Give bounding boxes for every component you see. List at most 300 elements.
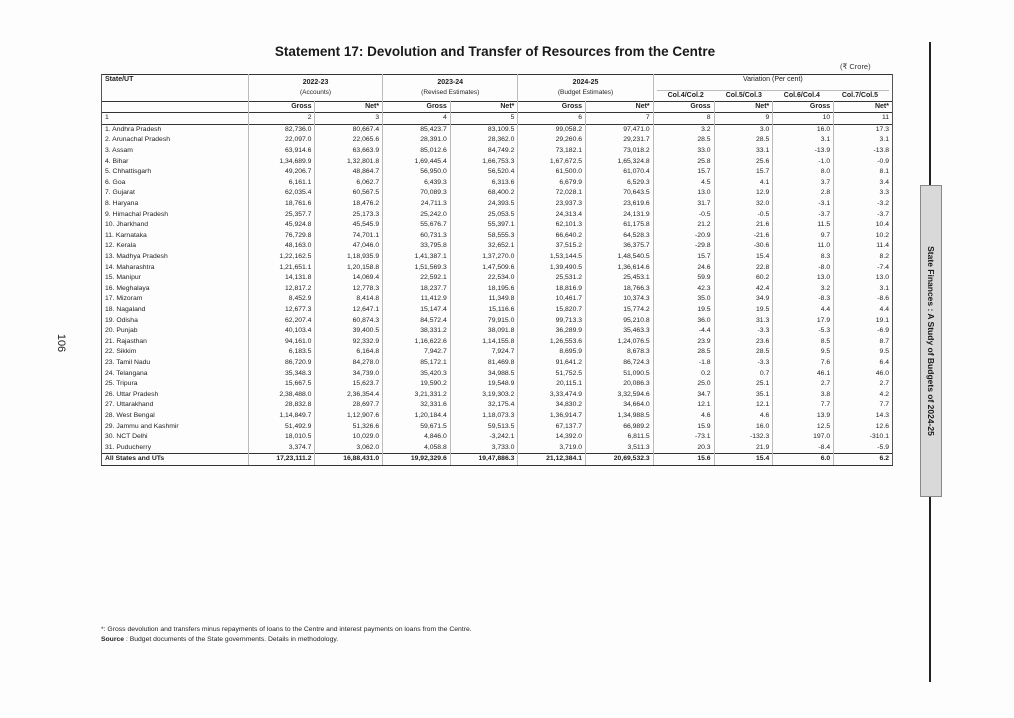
value-cell: 7,942.7 bbox=[383, 347, 451, 358]
value-cell: -29.8 bbox=[653, 241, 714, 252]
value-cell: 3.1 bbox=[773, 135, 834, 146]
value-cell: 3.1 bbox=[834, 284, 893, 295]
value-cell: 1,14,849.7 bbox=[249, 411, 315, 422]
value-cell: 8.2 bbox=[834, 252, 893, 263]
value-cell: -0.5 bbox=[653, 210, 714, 221]
state-name-cell: 14. Maharashtra bbox=[102, 263, 249, 274]
value-cell: 55,397.1 bbox=[450, 220, 518, 231]
value-cell: 20,115.1 bbox=[518, 379, 586, 390]
value-cell: 35.1 bbox=[714, 390, 773, 401]
value-cell: 25,053.5 bbox=[450, 210, 518, 221]
header-2023-24-year: 2023-24 bbox=[437, 78, 464, 86]
table-row bbox=[102, 220, 893, 231]
value-cell: 15,774.2 bbox=[586, 305, 654, 316]
value-cell: 62,207.4 bbox=[249, 316, 315, 327]
value-cell: 34.9 bbox=[714, 294, 773, 305]
value-cell: 25,242.0 bbox=[383, 210, 451, 221]
value-cell: 2.7 bbox=[834, 379, 893, 390]
state-name-cell: 26. Uttar Pradesh bbox=[102, 390, 249, 401]
value-cell: 8.0 bbox=[773, 167, 834, 178]
table-row bbox=[102, 411, 893, 422]
value-cell: 7,924.7 bbox=[450, 347, 518, 358]
value-cell: 25,453.1 bbox=[586, 273, 654, 284]
value-cell: 8.7 bbox=[834, 337, 893, 348]
value-cell: 1,67,672.5 bbox=[518, 157, 586, 168]
footnote-1 bbox=[101, 625, 472, 635]
state-name-cell: 16. Meghalaya bbox=[102, 284, 249, 295]
value-cell: 3,32,594.6 bbox=[586, 390, 654, 401]
value-cell: 3.7 bbox=[773, 178, 834, 189]
subhead-gross: Gross bbox=[653, 101, 714, 113]
value-cell: 63,914.6 bbox=[249, 146, 315, 157]
value-cell: 99,713.3 bbox=[518, 316, 586, 327]
state-name-cell: 23. Tamil Nadu bbox=[102, 358, 249, 369]
value-cell: 25.8 bbox=[653, 157, 714, 168]
value-cell: 24,393.5 bbox=[450, 199, 518, 210]
page-number: 106 bbox=[55, 333, 68, 353]
value-cell: 28.5 bbox=[714, 347, 773, 358]
state-name-cell: 5. Chhattisgarh bbox=[102, 167, 249, 178]
table-row bbox=[102, 358, 893, 369]
value-cell: 35,463.3 bbox=[586, 326, 654, 337]
value-cell: 6,679.9 bbox=[518, 178, 586, 189]
value-cell: 51,326.6 bbox=[315, 422, 383, 433]
value-cell: 35.0 bbox=[653, 294, 714, 305]
value-cell: -8.3 bbox=[773, 294, 834, 305]
value-cell: -3.3 bbox=[714, 358, 773, 369]
value-cell: 34,830.2 bbox=[518, 400, 586, 411]
source-text: : Budget documents of the State governments. Details in methodology. bbox=[125, 636, 339, 643]
header-2024-25-year: 2024-25 bbox=[572, 78, 599, 86]
colnum-cell: 8 bbox=[653, 113, 714, 125]
value-cell: 1,34,689.9 bbox=[249, 157, 315, 168]
value-cell: 14,131.8 bbox=[249, 273, 315, 284]
value-cell: 15,667.5 bbox=[249, 379, 315, 390]
value-cell: 12.1 bbox=[714, 400, 773, 411]
value-cell: 81,469.8 bbox=[450, 358, 518, 369]
value-cell: 20,086.3 bbox=[586, 379, 654, 390]
state-name-cell: 22. Sikkim bbox=[102, 347, 249, 358]
value-cell: 36,289.9 bbox=[518, 326, 586, 337]
value-cell: 20.3 bbox=[653, 443, 714, 454]
subhead-net: Net* bbox=[586, 101, 654, 113]
value-cell: 22.8 bbox=[714, 263, 773, 274]
devolution-table bbox=[101, 74, 893, 466]
side-tab-label: State Finances : A Study of Budgets of 2024-25 bbox=[926, 246, 936, 436]
subhead-gross: Gross bbox=[773, 101, 834, 113]
value-cell: 1,22,162.5 bbox=[249, 252, 315, 263]
value-cell: 60.2 bbox=[714, 273, 773, 284]
value-cell: 1,65,324.8 bbox=[586, 157, 654, 168]
value-cell: -3.2 bbox=[834, 199, 893, 210]
value-cell: 12.5 bbox=[773, 422, 834, 433]
value-cell: 63,663.9 bbox=[315, 146, 383, 157]
value-cell: 70,089.3 bbox=[383, 188, 451, 199]
value-cell: 24.6 bbox=[653, 263, 714, 274]
value-cell: 1,34,988.5 bbox=[586, 411, 654, 422]
value-cell: 3,062.0 bbox=[315, 443, 383, 454]
value-cell: 51,752.5 bbox=[518, 369, 586, 380]
value-cell: 18,237.7 bbox=[383, 284, 451, 295]
colnum-cell: 11 bbox=[834, 113, 893, 125]
state-name-cell: 10. Jharkhand bbox=[102, 220, 249, 231]
value-cell: 64,528.3 bbox=[586, 231, 654, 242]
value-cell: 85,172.1 bbox=[383, 358, 451, 369]
value-cell: 12.9 bbox=[714, 188, 773, 199]
value-cell: 1,24,076.5 bbox=[586, 337, 654, 348]
colnum-cell: 6 bbox=[518, 113, 586, 125]
value-cell: 1,20,158.8 bbox=[315, 263, 383, 274]
value-cell: 6.2 bbox=[834, 454, 893, 466]
value-cell: -1.0 bbox=[773, 157, 834, 168]
value-cell: 4.6 bbox=[714, 411, 773, 422]
value-cell: 11.5 bbox=[773, 220, 834, 231]
value-cell: 99,058.2 bbox=[518, 124, 586, 135]
table-row bbox=[102, 305, 893, 316]
header-2022-23-year: 2022-23 bbox=[302, 78, 329, 86]
value-cell: 9.7 bbox=[773, 231, 834, 242]
state-name-cell: All States and UTs bbox=[102, 454, 249, 466]
value-cell: 3,374.7 bbox=[249, 443, 315, 454]
table-row bbox=[102, 379, 893, 390]
value-cell: 25.6 bbox=[714, 157, 773, 168]
value-cell: 11,412.9 bbox=[383, 294, 451, 305]
value-cell: -13.8 bbox=[834, 146, 893, 157]
value-cell: 51,492.9 bbox=[249, 422, 315, 433]
value-cell: 18,476.2 bbox=[315, 199, 383, 210]
value-cell: 6.4 bbox=[834, 358, 893, 369]
value-cell: 12.6 bbox=[834, 422, 893, 433]
value-cell: 1,66,753.3 bbox=[450, 157, 518, 168]
value-cell: 28,391.0 bbox=[383, 135, 451, 146]
value-cell: 85,012.6 bbox=[383, 146, 451, 157]
value-cell: 59.9 bbox=[653, 273, 714, 284]
value-cell: 6,161.1 bbox=[249, 178, 315, 189]
value-cell: 32.0 bbox=[714, 199, 773, 210]
value-cell: 74,701.1 bbox=[315, 231, 383, 242]
value-cell: 3.2 bbox=[773, 284, 834, 295]
value-cell: 68,400.2 bbox=[450, 188, 518, 199]
value-cell: 32,652.1 bbox=[450, 241, 518, 252]
value-cell: 4,846.0 bbox=[383, 432, 451, 443]
value-cell: 10,374.3 bbox=[586, 294, 654, 305]
value-cell: -5.9 bbox=[834, 443, 893, 454]
state-name-cell: 21. Rajasthan bbox=[102, 337, 249, 348]
value-cell: 35,348.3 bbox=[249, 369, 315, 380]
table-row bbox=[102, 252, 893, 263]
header-ratio-4: Col.7/Col.5 bbox=[841, 91, 879, 99]
value-cell: 10.4 bbox=[834, 220, 893, 231]
value-cell: 1,16,622.6 bbox=[383, 337, 451, 348]
source-label: Source bbox=[101, 636, 125, 643]
value-cell: 8.1 bbox=[834, 167, 893, 178]
state-name-cell: 24. Telangana bbox=[102, 369, 249, 380]
state-name-cell: 2. Arunachal Pradesh bbox=[102, 135, 249, 146]
value-cell: 9.5 bbox=[773, 347, 834, 358]
value-cell: 15.9 bbox=[653, 422, 714, 433]
value-cell: 28,362.0 bbox=[450, 135, 518, 146]
total-row bbox=[102, 454, 893, 466]
value-cell: 1,36,914.7 bbox=[518, 411, 586, 422]
value-cell: 7.6 bbox=[773, 358, 834, 369]
value-cell: 1,37,270.0 bbox=[450, 252, 518, 263]
table-row bbox=[102, 199, 893, 210]
value-cell: 15.4 bbox=[714, 252, 773, 263]
value-cell: 34,664.0 bbox=[586, 400, 654, 411]
colnum-cell: 10 bbox=[773, 113, 834, 125]
value-cell: 56,520.4 bbox=[450, 167, 518, 178]
value-cell: 60,567.5 bbox=[315, 188, 383, 199]
value-cell: -132.3 bbox=[714, 432, 773, 443]
value-cell: 11,349.8 bbox=[450, 294, 518, 305]
value-cell: -73.1 bbox=[653, 432, 714, 443]
value-cell: -5.3 bbox=[773, 326, 834, 337]
value-cell: 76,729.8 bbox=[249, 231, 315, 242]
value-cell: 12,817.2 bbox=[249, 284, 315, 295]
value-cell: 29,260.6 bbox=[518, 135, 586, 146]
state-name-cell: 9. Himachal Pradesh bbox=[102, 210, 249, 221]
value-cell: 2.8 bbox=[773, 188, 834, 199]
value-cell: 23.6 bbox=[714, 337, 773, 348]
value-cell: 28,832.8 bbox=[249, 400, 315, 411]
value-cell: 13.0 bbox=[834, 273, 893, 284]
value-cell: 4.5 bbox=[653, 178, 714, 189]
value-cell: -20.9 bbox=[653, 231, 714, 242]
value-cell: 48,864.7 bbox=[315, 167, 383, 178]
table-row bbox=[102, 294, 893, 305]
state-name-cell: 25. Tripura bbox=[102, 379, 249, 390]
value-cell: 66,640.2 bbox=[518, 231, 586, 242]
subhead-gross: Gross bbox=[383, 101, 451, 113]
value-cell: 17.3 bbox=[834, 124, 893, 135]
value-cell: 2.7 bbox=[773, 379, 834, 390]
value-cell: 15.7 bbox=[714, 167, 773, 178]
value-cell: 23,937.3 bbox=[518, 199, 586, 210]
value-cell: 4.6 bbox=[653, 411, 714, 422]
header-2022-23 bbox=[249, 75, 383, 102]
table-row bbox=[102, 400, 893, 411]
value-cell: 1,69,445.4 bbox=[383, 157, 451, 168]
table-row bbox=[102, 146, 893, 157]
state-name-cell: 4. Bihar bbox=[102, 157, 249, 168]
statement-title: Statement 17: Devolution and Transfer of Resources from the Centre bbox=[274, 44, 716, 59]
value-cell: 3,21,331.2 bbox=[383, 390, 451, 401]
value-cell: 60,731.3 bbox=[383, 231, 451, 242]
state-name-cell: 20. Punjab bbox=[102, 326, 249, 337]
value-cell: 20,69,532.3 bbox=[586, 454, 654, 466]
value-cell: -21.6 bbox=[714, 231, 773, 242]
value-cell: 2,36,354.4 bbox=[315, 390, 383, 401]
colnum-cell: 5 bbox=[450, 113, 518, 125]
value-cell: 94,161.0 bbox=[249, 337, 315, 348]
value-cell: 83,109.5 bbox=[450, 124, 518, 135]
footnotes bbox=[101, 625, 472, 645]
value-cell: 14,069.4 bbox=[315, 273, 383, 284]
subhead-net: Net* bbox=[714, 101, 773, 113]
value-cell: 59,671.5 bbox=[383, 422, 451, 433]
value-cell: 67,137.7 bbox=[518, 422, 586, 433]
value-cell: 34,988.5 bbox=[450, 369, 518, 380]
value-cell: 24,313.4 bbox=[518, 210, 586, 221]
value-cell: 12,677.3 bbox=[249, 305, 315, 316]
value-cell: -3.7 bbox=[834, 210, 893, 221]
value-cell: 42.4 bbox=[714, 284, 773, 295]
value-cell: 0.7 bbox=[714, 369, 773, 380]
value-cell: 1,47,509.6 bbox=[450, 263, 518, 274]
unit-label: (₹ Crore) bbox=[840, 62, 871, 71]
state-name-cell: 27. Uttarakhand bbox=[102, 400, 249, 411]
value-cell: 37,515.2 bbox=[518, 241, 586, 252]
value-cell: 3,733.0 bbox=[450, 443, 518, 454]
value-cell: 60,874.3 bbox=[315, 316, 383, 327]
value-cell: 36,375.7 bbox=[586, 241, 654, 252]
value-cell: 38,331.2 bbox=[383, 326, 451, 337]
table-row bbox=[102, 390, 893, 401]
value-cell: 197.0 bbox=[773, 432, 834, 443]
table-row bbox=[102, 443, 893, 454]
value-cell: 6,164.8 bbox=[315, 347, 383, 358]
value-cell: 39,400.5 bbox=[315, 326, 383, 337]
value-cell: 1,48,540.5 bbox=[586, 252, 654, 263]
value-cell: 38,091.8 bbox=[450, 326, 518, 337]
header-ratio-2: Col.5/Col.3 bbox=[725, 91, 762, 99]
value-cell: 14,392.0 bbox=[518, 432, 586, 443]
value-cell: 15.7 bbox=[653, 167, 714, 178]
value-cell: 73,018.2 bbox=[586, 146, 654, 157]
table-row bbox=[102, 284, 893, 295]
value-cell: 3,33,474.9 bbox=[518, 390, 586, 401]
value-cell: 1,39,490.5 bbox=[518, 263, 586, 274]
value-cell: -3.3 bbox=[714, 326, 773, 337]
value-cell: 19,47,886.3 bbox=[450, 454, 518, 466]
state-name-cell: 8. Haryana bbox=[102, 199, 249, 210]
value-cell: 56,950.0 bbox=[383, 167, 451, 178]
value-cell: 1,14,155.8 bbox=[450, 337, 518, 348]
header-2024-25-sub: (Budget Estimates) bbox=[557, 89, 614, 97]
value-cell: 6,313.6 bbox=[450, 178, 518, 189]
value-cell: 25,173.3 bbox=[315, 210, 383, 221]
value-cell: 21.9 bbox=[714, 443, 773, 454]
value-cell: 21.6 bbox=[714, 220, 773, 231]
value-cell: 9.5 bbox=[834, 347, 893, 358]
value-cell: 23,619.6 bbox=[586, 199, 654, 210]
state-name-cell: 19. Odisha bbox=[102, 316, 249, 327]
value-cell: 18,010.5 bbox=[249, 432, 315, 443]
value-cell: 40,103.4 bbox=[249, 326, 315, 337]
value-cell: 62,101.3 bbox=[518, 220, 586, 231]
value-cell: 55,676.7 bbox=[383, 220, 451, 231]
value-cell: 19.5 bbox=[714, 305, 773, 316]
table-row bbox=[102, 157, 893, 168]
value-cell: 73,182.1 bbox=[518, 146, 586, 157]
value-cell: -13.9 bbox=[773, 146, 834, 157]
table-row bbox=[102, 135, 893, 146]
value-cell: -7.4 bbox=[834, 263, 893, 274]
state-name-cell: 18. Nagaland bbox=[102, 305, 249, 316]
value-cell: 1,53,144.5 bbox=[518, 252, 586, 263]
value-cell: -3.1 bbox=[773, 199, 834, 210]
table-row bbox=[102, 241, 893, 252]
table-row bbox=[102, 422, 893, 433]
value-cell: 11.4 bbox=[834, 241, 893, 252]
value-cell: 23.9 bbox=[653, 337, 714, 348]
colnum-cell: 1 bbox=[102, 113, 249, 125]
subhead-net: Net* bbox=[450, 101, 518, 113]
value-cell: 1,18,935.9 bbox=[315, 252, 383, 263]
value-cell: 51,090.5 bbox=[586, 369, 654, 380]
value-cell: 18,816.9 bbox=[518, 284, 586, 295]
value-cell: 62,035.4 bbox=[249, 188, 315, 199]
value-cell: 18,761.6 bbox=[249, 199, 315, 210]
state-name-cell: 30. NCT Delhi bbox=[102, 432, 249, 443]
value-cell: 28.5 bbox=[714, 135, 773, 146]
value-cell: 85,423.7 bbox=[383, 124, 451, 135]
source-line bbox=[101, 635, 472, 645]
value-cell: 3,19,303.2 bbox=[450, 390, 518, 401]
value-cell: 61,175.8 bbox=[586, 220, 654, 231]
value-cell: 18,195.6 bbox=[450, 284, 518, 295]
value-cell: 1,21,651.1 bbox=[249, 263, 315, 274]
value-cell: 31.3 bbox=[714, 316, 773, 327]
value-cell: 84,572.4 bbox=[383, 316, 451, 327]
value-cell: 25.1 bbox=[714, 379, 773, 390]
header-variation bbox=[653, 75, 892, 102]
value-cell: 28.5 bbox=[653, 135, 714, 146]
value-cell: 3,511.3 bbox=[586, 443, 654, 454]
header-2023-24 bbox=[383, 75, 518, 102]
subhead-gross: Gross bbox=[249, 101, 315, 113]
value-cell: 28.5 bbox=[653, 347, 714, 358]
state-name-cell: 17. Mizoram bbox=[102, 294, 249, 305]
header-2024-25 bbox=[518, 75, 653, 102]
value-cell: 19.1 bbox=[834, 316, 893, 327]
value-cell: 58,555.3 bbox=[450, 231, 518, 242]
value-cell: 15.4 bbox=[714, 454, 773, 466]
value-cell: 6.0 bbox=[773, 454, 834, 466]
header-variation-label: Variation (Per cent) bbox=[742, 76, 803, 83]
value-cell: 4,058.8 bbox=[383, 443, 451, 454]
value-cell: 70,643.5 bbox=[586, 188, 654, 199]
table-row bbox=[102, 167, 893, 178]
value-cell: -1.8 bbox=[653, 358, 714, 369]
value-cell: 16.0 bbox=[773, 124, 834, 135]
header-2022-23-sub: (Accounts) bbox=[300, 89, 332, 97]
value-cell: 15,147.4 bbox=[383, 305, 451, 316]
value-cell: 34,739.0 bbox=[315, 369, 383, 380]
value-cell: 10.2 bbox=[834, 231, 893, 242]
value-cell: 29,231.7 bbox=[586, 135, 654, 146]
value-cell: 35,420.3 bbox=[383, 369, 451, 380]
value-cell: 4.4 bbox=[773, 305, 834, 316]
value-cell: 46.0 bbox=[834, 369, 893, 380]
value-cell: 0.2 bbox=[653, 369, 714, 380]
table-row bbox=[102, 231, 893, 242]
value-cell: 61,500.0 bbox=[518, 167, 586, 178]
value-cell: 4.1 bbox=[714, 178, 773, 189]
table-row bbox=[102, 347, 893, 358]
value-cell: 8.3 bbox=[773, 252, 834, 263]
value-cell: 15.7 bbox=[653, 252, 714, 263]
state-name-cell: 15. Manipur bbox=[102, 273, 249, 284]
footnote-1-text: : Gross devolution and transfers minus repayments of loans to the Centre and interest payments on loans from the Centre. bbox=[103, 626, 472, 633]
value-cell: -30.6 bbox=[714, 241, 773, 252]
value-cell: -8.6 bbox=[834, 294, 893, 305]
value-cell: 33.0 bbox=[653, 146, 714, 157]
value-cell: 48,163.0 bbox=[249, 241, 315, 252]
value-cell: 6,062.7 bbox=[315, 178, 383, 189]
table-row bbox=[102, 432, 893, 443]
value-cell: -4.4 bbox=[653, 326, 714, 337]
